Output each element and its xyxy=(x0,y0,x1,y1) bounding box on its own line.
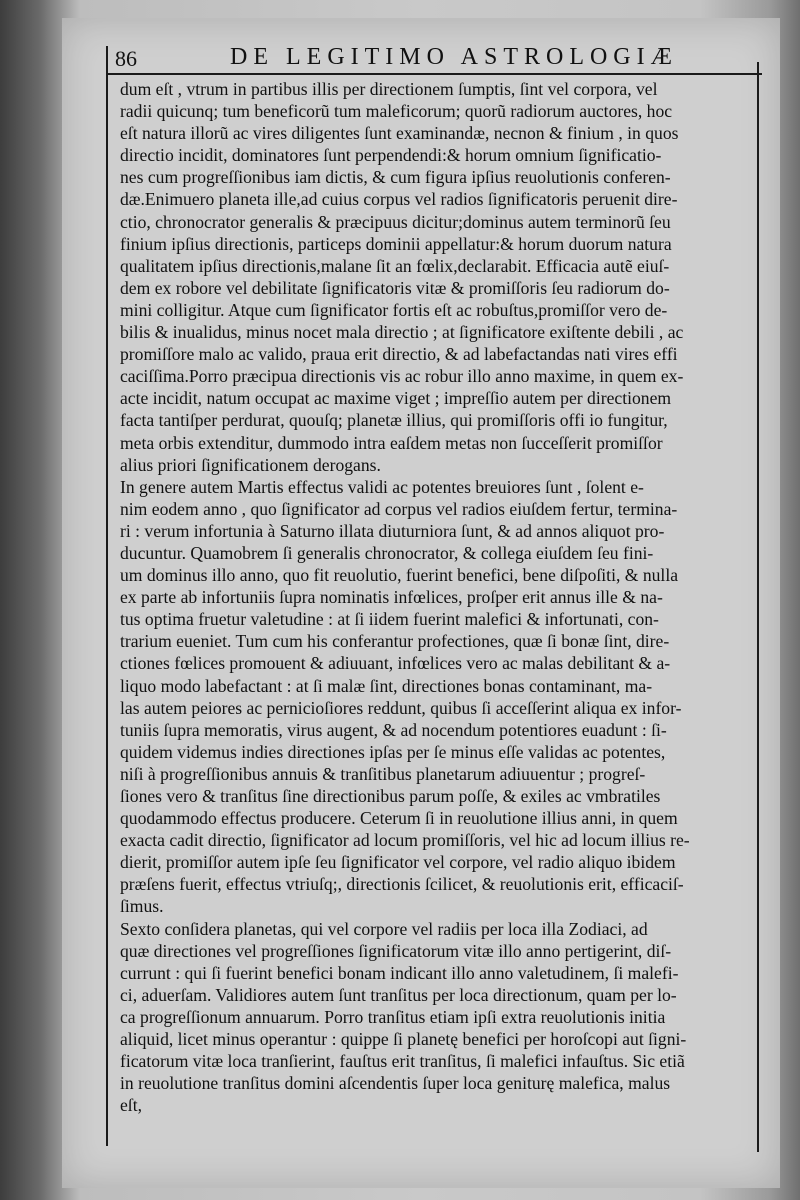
page-number: 86 xyxy=(115,46,137,71)
paragraph-3: Sexto conſidera planetas, qui vel corpore vel radiis per loca illa Zodiaci, ad quæ directiones vel progreſſiones ſignificatorum vitæ illo anno pertigerint, diſ- currunt : qui ſi fuerint benefici bonam indicant illo anno valetudinem, ſi malefi- ci, aduerſam. Validiores autem ſunt tranſitus per loca directionum, quam per lo- ca progreſſionum annuarum. Porro tranſitus etiam ipſi extra reuolutionis initia aliquid, licet minus operantur : quippe ſi planetę benefici per horoſcopi aut ſigni- ficatorum vitæ loca tranſierint, fauſtus erit tranſitus, ſi malefici infauſtus. Sic etiã in reuolutione tranſitus domini aſcendentis ſuper loca geniturę malefica, malus eſt, xyxy=(120,918,687,1116)
left-margin-rule xyxy=(106,46,108,1146)
header-rule xyxy=(108,73,762,75)
main-text-block xyxy=(120,78,760,1116)
paragraph-2: In genere autem Martis effectus validi ac potentes breuiores ſunt , ſolent e- nim eodem anno , quo ſignificator ad corpus vel radios eiuſdem fertur, termina- ri : verum infortunia à Saturno illata diuturniora ſunt, & ad annos aliquot pro- ducuntur. Quamobrem ſi generalis chronocrator, & collega eiuſdem ſeu fini- um dominus illo anno, quo fit reuolutio, fuerint benefici, bene diſpoſiti, & nulla ex parte ab infortuniis ſupra nominatis infœlices, proſper erit annus ille & na- tus optima fruetur valetudine : at ſi iidem fuerint malefici & infortunati, con- trarium eueniet. Tum cum his conferantur profectiones, quæ ſi bonæ ſint, dire- ctiones fœlices promouent & adiuuant, infœlices vero ac malas debilitant & a- liquo modo labefactant : at ſi malæ ſint, directiones bonas contaminant, ma- las autem peiores ac pernicioſiores reddunt, quibus ſi acceſſerint aliqua ex infor- tuniis ſupra memoratis, virus augent, & ad nocendum potentiores euadunt : ſi- quidem videmus indies directiones ipſas per ſe minus eſſe validas ac potentes, niſi à progreſſionibus annuis & tranſitibus planetarum adiuuentur ; progreſ- ſiones vero & tranſitus ſine directionibus parum poſſe, & exiles ac vmbratiles quodammodo effectus producere. Ceterum ſi in reuolutione illius anni, in quem exacta cadit directio, ſignificator ad locum promiſſoris, vel hic ad locum illius re- dierit, promiſſor autem ipſe ſeu ſignificator vel corpore, vel radio aliquo ibidem præſens fuerit, effectus vtriuſq;, directionis ſcilicet, & reuolutionis erit, efficaciſ- ſimus. xyxy=(120,476,690,917)
paragraph-1: dum eſt , vtrum in partibus illis per directionem ſumptis, ſint vel corpora, vel radii quicunq; tum beneficorũ tum maleficorum; quorũ radiorum auctores, hoc eſt natura illorũ ac vires diligentes ſunt examinandæ, necnon & finium , in quos directio incidit, dominatores ſunt perpendendi:& horum omnium ſignificatio- nes cum progreſſionibus iam dictis, & cum figura ipſius reuolutionis conferen- dæ.Enimuero planeta ille,ad cuius corpus vel radios ſignificatoris peruenit dire- ctio, chronocrator generalis & præcipuus dicitur;dominus autem terminorũ ſeu finium ipſius directionis, particeps dominii appellatur:& horum duorum natura qualitatem ipſius directionis,malane ſit an fœlix,declarabit. Efficacia autẽ eiuſ- dem ex robore vel debilitate ſignificatoris vitæ & promiſſoris ſeu radiorum do- mini colligitur. Atque cum ſignificator fortis eſt ac robuſtus,promiſſor vero de- bilis & inualidus, minus nocet mala directio ; at ſignificatore exiſtente debili , ac promiſſore malo ac valido, praua erit directio, & ad labefactandas nati vires effi caciſſima.Porro præcipua directionis vis ac robur illo anno maxime, in quem ex- acte incidit, natum occupat ac maxime viget ; impreſſio autem per directionem facta tantiſper perdurat, quouſq; planetæ illius, qui promiſſoris offi io fungitur, meta orbis extenditur, dummodo intra eaſdem metas non ſucceſſerit promiſſor alius priori ſignificationem derogans. xyxy=(120,79,684,475)
running-head: DE LEGITIMO ASTROLOGIÆ xyxy=(230,44,678,70)
